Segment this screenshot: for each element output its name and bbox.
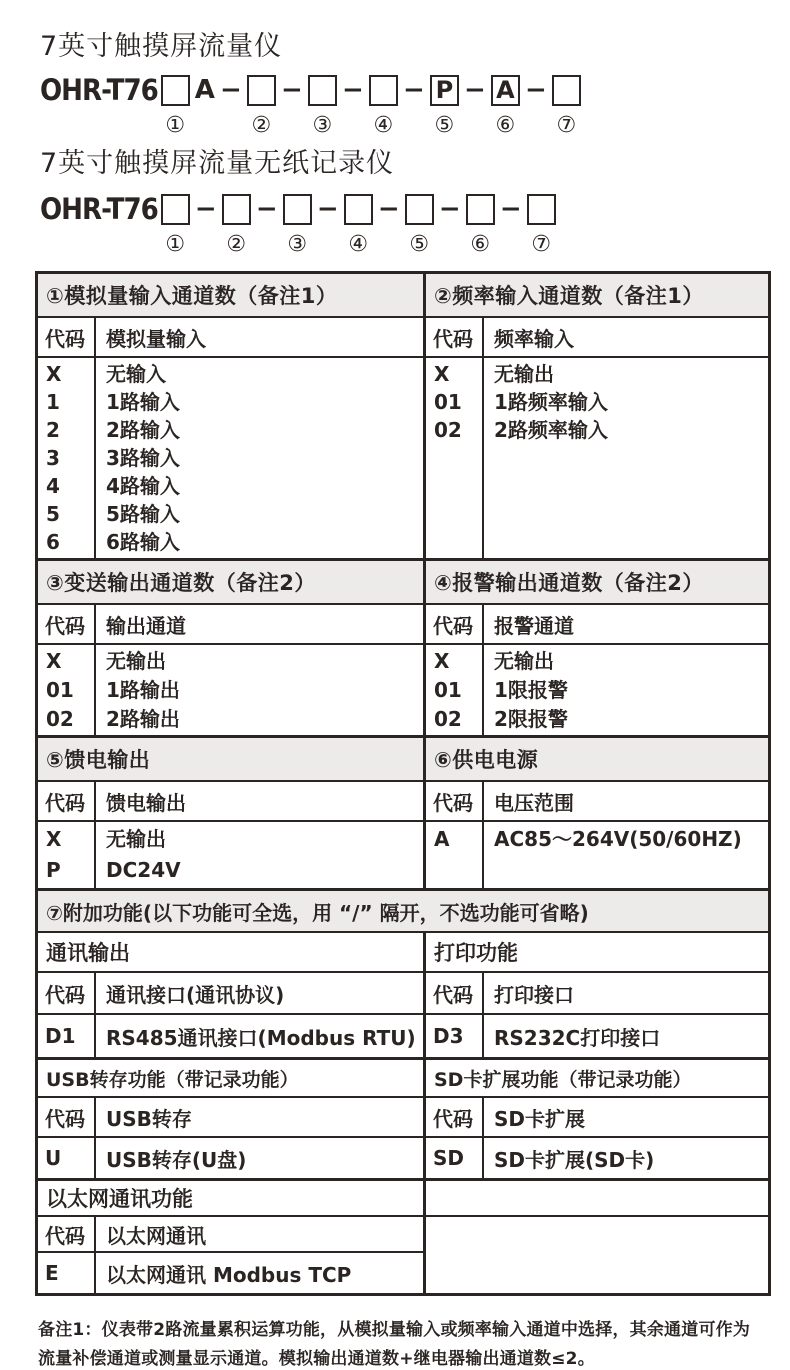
section-pair-1-2 (38, 274, 768, 561)
code-cell: E (38, 1253, 96, 1293)
circled-number-3: ③ (312, 113, 333, 138)
section-1-rows (38, 358, 423, 558)
code-column-header: 代码 (38, 605, 96, 643)
print-block (426, 933, 768, 1057)
label-column-header: 频率输入 (494, 326, 574, 351)
circled-number-5: ⑤ (409, 232, 430, 257)
separator-dash: − (255, 194, 278, 224)
separator-dash: − (403, 75, 425, 105)
model-slot-2 (222, 190, 251, 260)
usb-row (38, 1138, 423, 1178)
label-cell: USB转存(U盘) (106, 1147, 247, 1172)
circled-number-6: ⑥ (470, 232, 491, 257)
section-4-column-header (426, 605, 768, 645)
code-box-4 (344, 194, 373, 225)
code-column-header: 代码 (426, 973, 484, 1013)
code-column-header: 代码 (426, 318, 484, 356)
code-box-3 (308, 75, 337, 106)
ethernet-header: 以太网通讯功能 (38, 1181, 423, 1217)
model-slot-6 (491, 71, 520, 141)
code-box-1 (161, 194, 190, 225)
codes-column (426, 822, 484, 888)
code-column-header: 代码 (38, 973, 96, 1013)
section-5-column-header (38, 782, 423, 822)
section-4 (426, 561, 768, 735)
label-column-header: 以太网通讯 (106, 1223, 206, 1248)
section-3 (38, 561, 426, 735)
label-cell: 无输出 (494, 649, 554, 673)
circled-number-3: ③ (287, 232, 308, 257)
circled-number-4: ④ (373, 113, 394, 138)
section-6-rows (426, 822, 768, 888)
code-cell: D3 (426, 1015, 484, 1057)
ethernet-row (38, 1253, 423, 1293)
model-slot-3 (308, 71, 337, 141)
code-cell: D1 (38, 1015, 96, 1057)
section-5 (38, 738, 426, 888)
labels-column (484, 822, 768, 888)
code-column-header: 代码 (426, 1098, 484, 1136)
code-cell: 01 (434, 678, 462, 702)
code-box-3 (283, 194, 312, 225)
circled-number-7: ⑦ (531, 232, 552, 257)
codes-column (426, 645, 484, 735)
model-prefix: OHR-T76 (40, 192, 158, 226)
code-cell: 5 (46, 502, 60, 526)
section-3-rows (38, 645, 423, 735)
label-cell: 2路输入 (106, 418, 180, 442)
label-cell: RS232C打印接口 (494, 1025, 661, 1050)
code-box-2 (247, 75, 276, 106)
labels-column (96, 645, 423, 735)
code-box-7 (552, 75, 581, 106)
sd-block (426, 1060, 768, 1178)
label-column-header: SD卡扩展 (494, 1106, 586, 1131)
circled-number-6: ⑥ (495, 113, 516, 138)
label-cell: 无输出 (106, 827, 166, 851)
code-box-6 (466, 194, 495, 225)
usb-block (38, 1060, 426, 1178)
label-column-header: 输出通道 (106, 613, 186, 638)
separator-dash: − (438, 194, 461, 224)
section-3-column-header (38, 605, 423, 645)
circled-number-5: ⑤ (434, 113, 455, 138)
label-cell: 1路输入 (106, 390, 180, 414)
ethernet-block (38, 1181, 426, 1293)
separator-dash: − (525, 75, 547, 105)
code-cell: X (434, 649, 450, 673)
code-column-header: 代码 (38, 318, 96, 356)
section-pair-comm-print (38, 933, 768, 1060)
model-slot-4 (344, 190, 373, 260)
label-cell: 无输入 (106, 362, 166, 386)
model-code-line-recorder (40, 190, 790, 260)
code-cell: 2 (46, 418, 60, 442)
circled-number-1: ① (165, 113, 186, 138)
product-title-flowmeter: 7英寸触摸屏流量仪 (40, 31, 283, 62)
label-cell: 6路输入 (106, 530, 180, 554)
comm-row (38, 1015, 423, 1057)
label-cell: RS485通讯接口(Modbus RTU) (106, 1025, 416, 1050)
empty-cell (426, 1181, 768, 1217)
ethernet-right-empty (426, 1181, 768, 1293)
circled-number-1: ① (165, 232, 186, 257)
ethernet-column-header (38, 1217, 423, 1253)
labels-column (96, 358, 423, 558)
label-cell: 3路输入 (106, 446, 180, 470)
empty-cell (426, 1217, 768, 1293)
model-slot-4 (369, 71, 398, 141)
separator-dash: − (342, 75, 364, 105)
label-cell: 1路输出 (106, 678, 180, 702)
product-title-recorder: 7英寸触摸屏流量无纸记录仪 (40, 148, 395, 179)
code-cell: U (38, 1138, 96, 1178)
comm-block (38, 933, 426, 1057)
section-2 (426, 274, 768, 558)
codes-column (38, 645, 96, 735)
code-cell: 3 (46, 446, 60, 470)
label-column-header: 打印接口 (494, 982, 574, 1007)
fixed-letter-a: A (194, 75, 215, 105)
code-cell: X (46, 827, 62, 851)
sd-column-header (426, 1098, 768, 1138)
code-column-header: 代码 (38, 782, 96, 820)
code-box-2 (222, 194, 251, 225)
code-cell: 02 (46, 707, 74, 731)
label-cell: 1路频率输入 (494, 390, 608, 414)
model-slot-7 (527, 190, 556, 260)
code-box-7 (527, 194, 556, 225)
section-1 (38, 274, 426, 558)
ordering-code-table (35, 271, 771, 1296)
codes-column (426, 358, 484, 558)
code-cell: 01 (46, 678, 74, 702)
section-pair-5-6 (38, 738, 768, 891)
separator-dash: − (281, 75, 303, 105)
model-slot-2 (247, 71, 276, 141)
label-column-header: 电压范围 (494, 790, 574, 815)
labels-column (484, 645, 768, 735)
sd-row (426, 1138, 768, 1178)
model-slot-7 (552, 71, 581, 141)
label-column-header: 报警通道 (494, 613, 574, 638)
section-2-column-header (426, 318, 768, 358)
code-box-5 (405, 194, 434, 225)
code-cell: X (46, 649, 62, 673)
model-slot-1 (161, 71, 190, 141)
label-cell: SD卡扩展(SD卡) (494, 1147, 655, 1172)
section-5-rows (38, 822, 423, 888)
section-2-title: ②频率输入通道数（备注1） (426, 274, 768, 318)
usb-header: USB转存功能（带记录功能） (38, 1060, 423, 1098)
code-cell: 02 (434, 707, 462, 731)
label-column-header: 模拟量输入 (106, 326, 206, 351)
comm-header: 通讯输出 (38, 933, 423, 973)
separator-dash: − (499, 194, 522, 224)
section-3-title: ③变送输出通道数（备注2） (38, 561, 423, 605)
fixed-letter-slot (190, 71, 215, 141)
code-box-5-p: P (430, 75, 459, 106)
code-column-header: 代码 (426, 782, 484, 820)
section-1-column-header (38, 318, 423, 358)
section-7-title: ⑦附加功能(以下功能可全选，用 “/” 隔开，不选功能可省略) (38, 891, 768, 933)
section-6 (426, 738, 768, 888)
code-cell: 4 (46, 474, 60, 498)
label-cell: 2路频率输入 (494, 418, 608, 442)
label-cell: 4路输入 (106, 474, 180, 498)
label-cell: 无输出 (106, 649, 166, 673)
section-5-title: ⑤馈电输出 (38, 738, 423, 782)
circled-number-7: ⑦ (556, 113, 577, 138)
code-box-6-a: A (491, 75, 520, 106)
section-6-column-header (426, 782, 768, 822)
section-pair-3-4 (38, 561, 768, 738)
label-cell: 2路输出 (106, 707, 180, 731)
model-slot-5 (430, 71, 459, 141)
model-prefix: OHR-T76 (40, 73, 158, 107)
separator-dash: − (316, 194, 339, 224)
model-slot-5 (405, 190, 434, 260)
code-cell: X (434, 362, 450, 386)
code-cell: 01 (434, 390, 462, 414)
separator-dash: − (377, 194, 400, 224)
label-cell: AC85～264V(50/60HZ) (494, 827, 742, 851)
circled-number-2: ② (251, 113, 272, 138)
model-slot-3 (283, 190, 312, 260)
section-4-rows (426, 645, 768, 735)
code-box-4 (369, 75, 398, 106)
label-cell: 无输出 (494, 362, 554, 386)
section-2-rows (426, 358, 768, 558)
circled-number-2: ② (226, 232, 247, 257)
label-cell: 1限报警 (494, 678, 568, 702)
labels-column (484, 358, 768, 558)
comm-column-header (38, 973, 423, 1015)
separator-dash: − (194, 194, 217, 224)
code-column-header: 代码 (38, 1098, 96, 1136)
print-row (426, 1015, 768, 1057)
code-cell: 02 (434, 418, 462, 442)
code-cell: X (46, 362, 62, 386)
codes-column (38, 358, 96, 558)
model-code-area (0, 0, 790, 260)
print-column-header (426, 973, 768, 1015)
model-slot-1 (161, 190, 190, 260)
sd-header: SD卡扩展功能（带记录功能） (426, 1060, 768, 1098)
model-slot-6 (466, 190, 495, 260)
section-1-title: ①模拟量输入通道数（备注1） (38, 274, 423, 318)
separator-dash: − (220, 75, 242, 105)
label-cell: 2限报警 (494, 707, 568, 731)
label-cell: DC24V (106, 858, 181, 882)
section-6-title: ⑥供电电源 (426, 738, 768, 782)
label-cell: 以太网通讯 Modbus TCP (106, 1262, 352, 1287)
section-pair-usb-sd (38, 1060, 768, 1181)
code-column-header: 代码 (426, 605, 484, 643)
label-column-header: 通讯接口(通讯协议) (106, 982, 285, 1007)
code-cell: P (46, 858, 61, 882)
label-cell: 5路输入 (106, 502, 180, 526)
codes-column (38, 822, 96, 888)
code-cell: 1 (46, 390, 60, 414)
print-header: 打印功能 (426, 933, 768, 973)
label-column-header: 馈电输出 (106, 790, 186, 815)
circled-number-4: ④ (348, 232, 369, 257)
labels-column (96, 822, 423, 888)
separator-dash: − (464, 75, 486, 105)
code-cell: 6 (46, 530, 60, 554)
code-cell: SD (426, 1138, 484, 1178)
code-cell: A (434, 827, 450, 851)
label-column-header: USB转存 (106, 1106, 192, 1131)
section-pair-ethernet (38, 1181, 768, 1293)
code-column-header: 代码 (38, 1217, 96, 1251)
code-box-1 (161, 75, 190, 106)
section-4-title: ④报警输出通道数（备注2） (426, 561, 768, 605)
model-code-line-flowmeter (40, 71, 790, 141)
footnote-remark-1: 备注1：仪表带2路流量累积运算功能，从模拟量输入或频率输入通道中选择，其余通道可作为流量补偿通道或测量显示通道。模拟输出通道数+继电器输出通道数≤2。 (38, 1320, 751, 1369)
usb-column-header (38, 1098, 423, 1138)
